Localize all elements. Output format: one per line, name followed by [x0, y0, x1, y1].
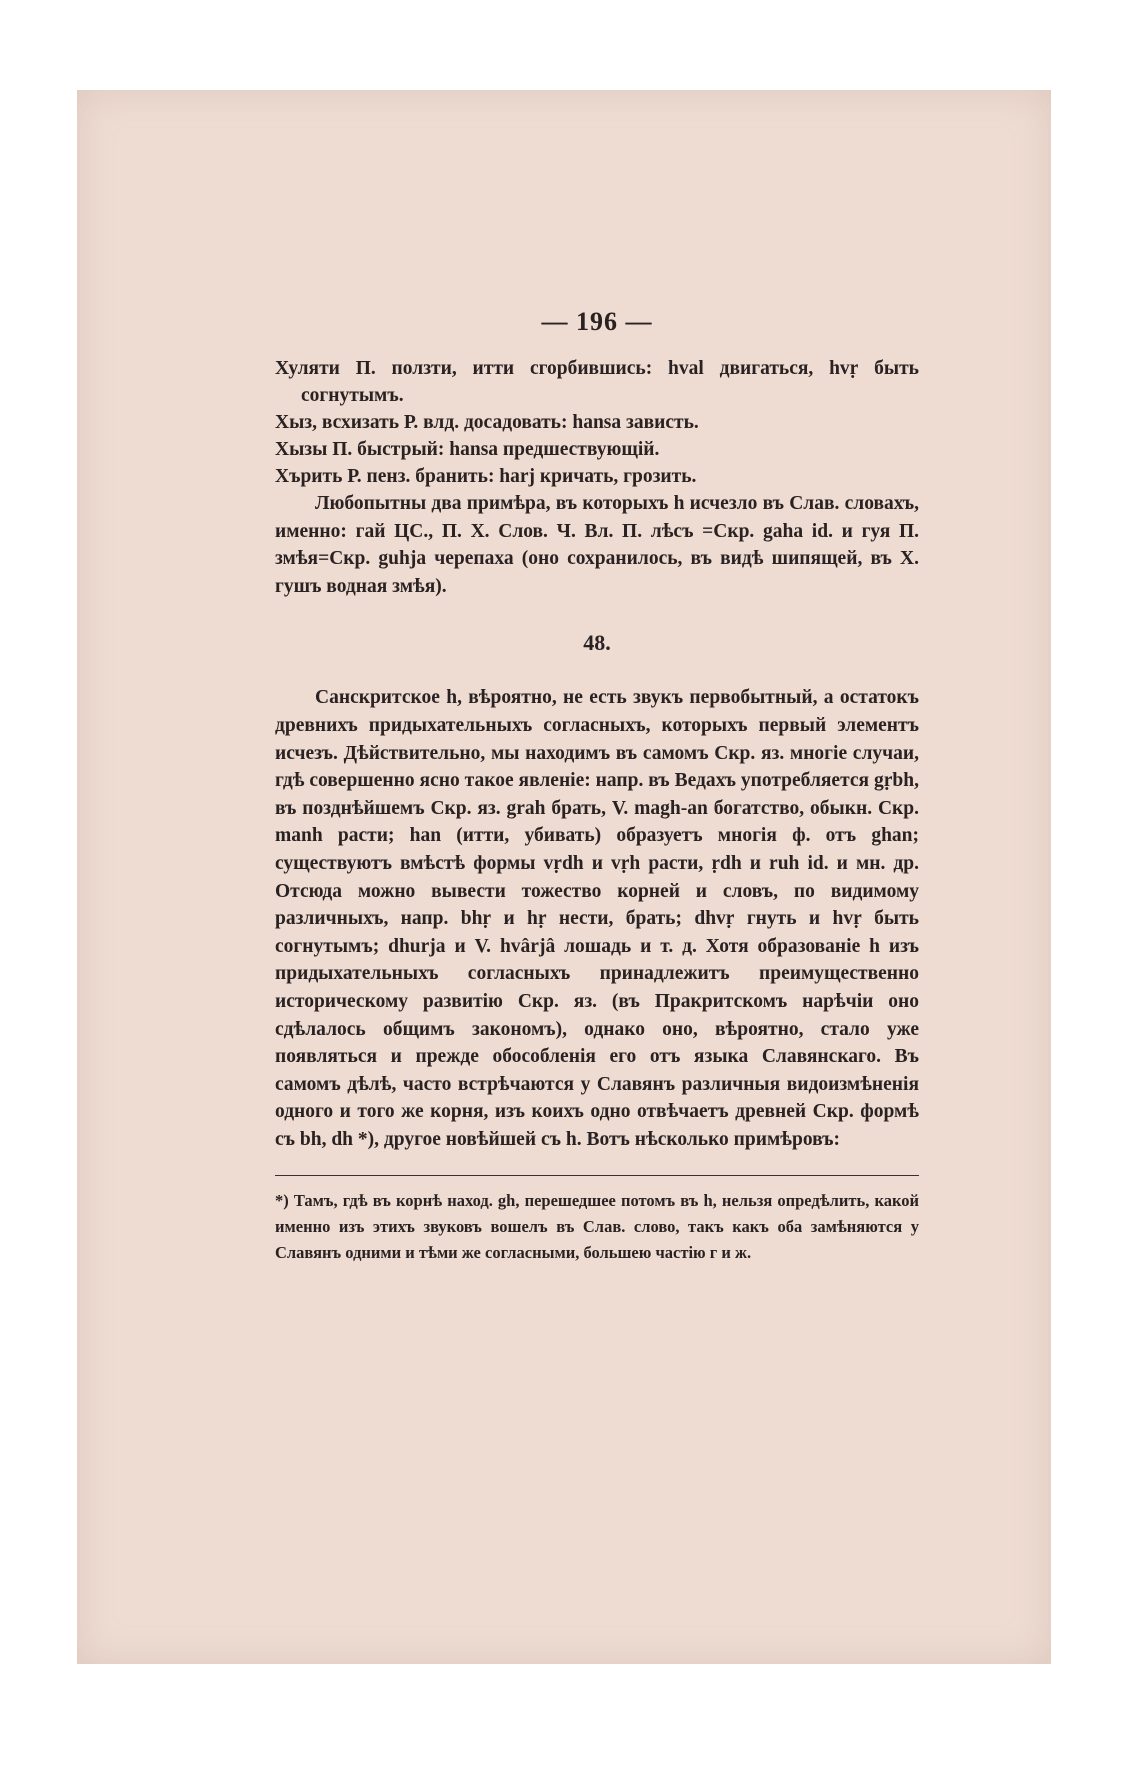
dictionary-entry: Хърить Р. пенз. бранить: harj кричать, грозить. [275, 466, 697, 487]
dictionary-entry: Хызы П. быстрый: hansa предшествующій. [275, 439, 660, 460]
dictionary-entry: Хыз, всхизать Р. влд. досадовать: hansa зависть. [275, 412, 699, 433]
page-number: — 196 — [541, 307, 653, 336]
main-paragraph: Санскритское h, вѣроятно, не есть звукъ первобытный, а остатокъ древнихъ придыхательныхъ согласныхъ, которыхъ первый элементъ исчезъ. Дѣйствительно, мы находимъ въ самомъ Скр. яз. многіе случаи, гдѣ совершенно ясно такое явленіе: напр. въ Ведахъ употребляется gṛbh, въ позднѣйшемъ Скр. яз. grah брать, V. magh-an богатство, обыкн. Скр. manh расти; han (итти, убивать) образуетъ многія ф. отъ ghan; существуютъ вмѣстѣ формы vṛdh и vṛh расти, ṛdh и ruh id. и мн. др. Отсюда можно вывести тожество корней и словъ, по видимому различныхъ, напр. bhṛ и hṛ нести, брать; dhvṛ гнуть и hvṛ быть согнутымъ; dhurja и V. hvârjâ лошадь и т. д. Хотя образованіе h изъ придыхательныхъ согласныхъ принадлежитъ преимущественно историческому развитію Скр. яз. (въ Пракритскомъ нарѣчіи оно сдѣлалось общимъ закономъ), однако оно, вѣроятно, стало уже появляться и прежде обособленія его отъ языка Славянскаго. Въ самомъ дѣлѣ, часто встрѣчаются у Славянъ различныя видоизмѣненія одного и того же корня, изъ коихъ одно отвѣчаетъ древней Скр. формѣ съ bh, dh *), другое новѣйшей съ h. Вотъ нѣсколько примѣровъ: [275, 687, 919, 1150]
book-page [77, 90, 1051, 1664]
intro-paragraph: Любопытны два примѣра, въ которыхъ h исчезло въ Слав. словахъ, именно: гай ЦС., П. Х. Слов. Ч. Вл. П. лѣсъ =Скр. gaha id. и гуя П. змѣя=Скр. guhja черепаха (оно сохранилось, въ видѣ шипящей, въ Х. гушъ водная змѣя). [275, 493, 919, 597]
page-content [275, 307, 919, 1266]
footnote-divider [275, 1175, 919, 1176]
dictionary-entry: Хуляти П. ползти, итти сгорбившись: hval двигаться, hvṛ быть согнутымъ. [275, 358, 919, 406]
section-number: 48. [583, 630, 611, 656]
footnote: *) Тамъ, гдѣ въ корнѣ наход. gh, перешедшее потомъ въ h, нельзя опредѣлить, какой именно изъ этихъ звуковъ вошелъ въ Слав. слово, такъ какъ оба замѣняются у Славянъ одними и тѣми же согласными, большею частію г и ж. [275, 1191, 919, 1263]
